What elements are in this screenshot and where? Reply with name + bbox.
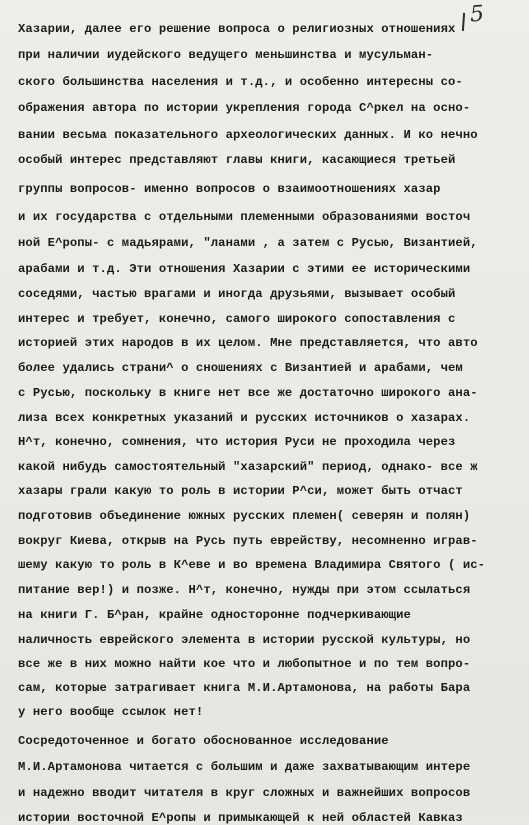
text-line: вокруг Киева, открыв на Русь путь еврейству, несомненно играв- <box>18 534 478 548</box>
text-line: при наличии иудейского ведущего меньшинства и мусульман- <box>18 48 434 62</box>
text-line: шему какую то роль в К^еве и во времена Владимира Святого ( ис- <box>18 558 486 572</box>
text-line: и их государства с отдельными племенными образованиями восточ <box>18 210 471 224</box>
text-line: вании весьма показательного археологических данных. И ко нечно <box>18 128 478 142</box>
text-line: на книги Г. Б^ран, крайне односторонне подчеркивающие <box>18 608 411 622</box>
text-line: какой нибудь самостоятельный "хазарский" период, однако- все ж <box>18 460 478 474</box>
text-line: ского большинства населения и т.д., и особенно интересны со- <box>18 75 463 89</box>
text-line: и надежно вводит читателя в круг сложных и важнейших вопросов <box>18 786 471 800</box>
page-number: 5 <box>469 1 485 28</box>
text-line: соседями, частью врагами и иногда друзьями, вызывает особый <box>18 287 456 301</box>
text-line: интерес и требует, конечно, самого широкого сопоставления с <box>18 312 456 326</box>
text-line: М.И.Артамонова читается с большим и даже захватывающим интере <box>18 760 471 774</box>
text-line: более удались страни^ о сношениях с Византией и арабами, чем <box>18 361 463 375</box>
text-line: наличность еврейского элемента в истории русской культуры, но <box>18 633 471 647</box>
text-line: лиза всех конкретных указаний и русских источников о хазарах. <box>18 411 471 425</box>
text-line: группы вопросов- именно вопросов о взаимоотношениях хазар <box>18 182 441 196</box>
text-line: все же в них можно найти кое что и любопытное и по тем вопро- <box>18 657 471 671</box>
text-line: с Русью, поскольку в книге нет все же достаточно широкого ана- <box>18 386 478 400</box>
text-line: ображения автора по истории укрепления города С^ркел на осно- <box>18 101 471 115</box>
text-line: Сосредоточенное и богато обоснованное исследование <box>18 734 389 748</box>
text-line: подготовив объединение южных русских племен( северян и полян) <box>18 509 471 523</box>
text-line: сам, которые затрагивает книга М.И.Артамонова, на работы Бара <box>18 681 471 695</box>
text-line: Н^т, конечно, сомнения, что история Руси не проходила через <box>18 435 456 449</box>
text-line: хазары грали какую то роль в истории Р^си, может быть отчаст <box>18 484 463 498</box>
text-line: особый интерес представляют главы книги, касающиеся третьей <box>18 153 456 167</box>
text-line: ной Е^ропы- с мадьярами, "ланами , а затем с Русью, Византией, <box>18 236 478 250</box>
text-line: у него вообще ссылок нет! <box>18 705 204 719</box>
text-line: питание вер!) и позже. Н^т, конечно, нужды при этом ссылаться <box>18 583 471 597</box>
text-line: арабами и т.д. Эти отношения Хазарии с этими ее историческими <box>18 262 471 276</box>
text-line: истории восточной Е^ропы и примыкающей к ней областей Кавказ <box>18 811 463 825</box>
text-line: Хазарии, далее его решение вопроса о религиозных отношениях <box>18 22 456 36</box>
text-line: историей этих народов в их целом. Мне представляется, что авто <box>18 336 478 350</box>
